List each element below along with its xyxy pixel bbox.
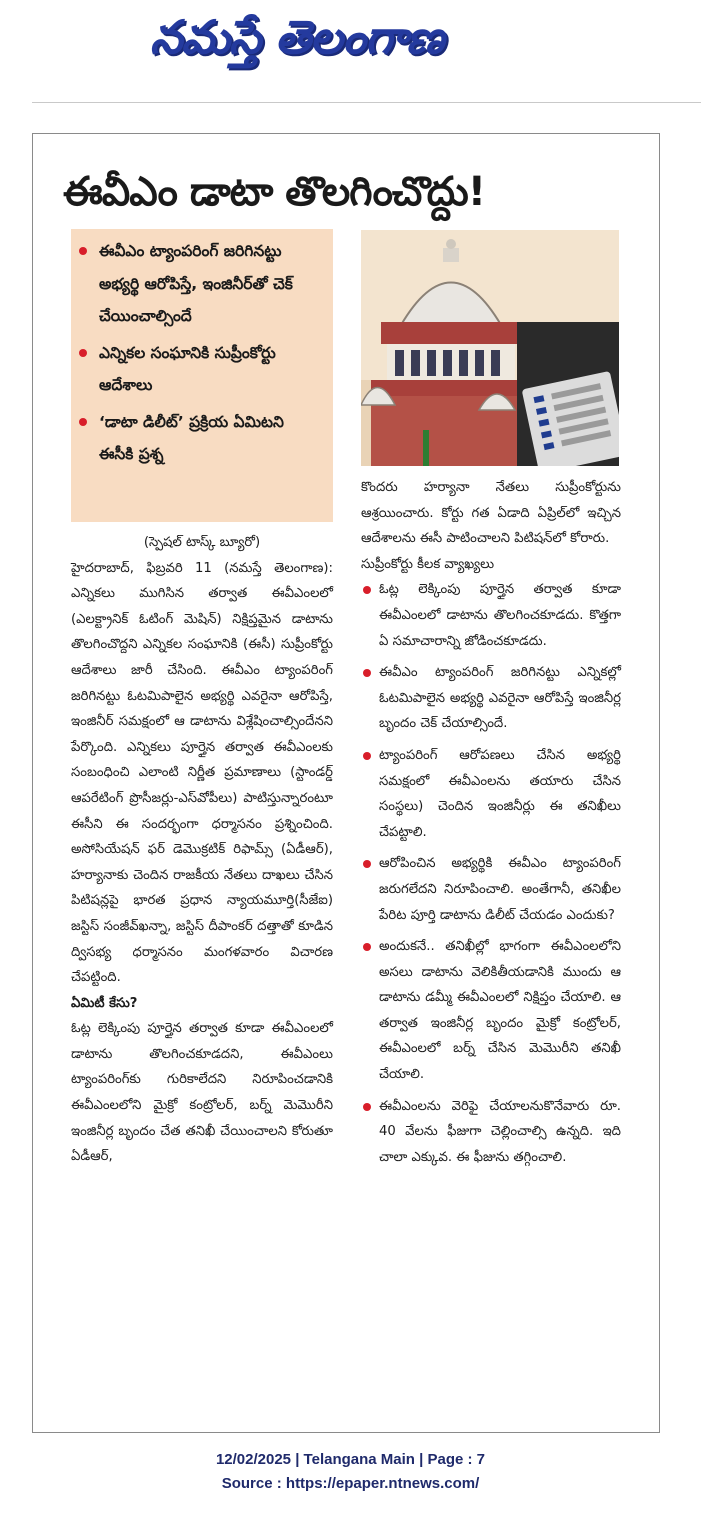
supreme-court-photo [361,230,619,466]
highlight-text: ఎన్నికల సంఘానికి సుప్రీంకోర్టు ఆదేశాలు [99,343,276,394]
body-paragraph: హైదరాబాద్, ఫిబ్రవరి 11 (నమస్తే తెలంగాణ): ఎన్నికలు ముగిసిన తర్వాత ఈవీఎంలలో (ఎలక్ట్రానిక్ ఓటింగ్ మెషిన్) నిక్షిప్తమైన డాటాను తొలగించొద్దని ఎన్నికల సంఘానికి (ఈసీ) సుప్రీంకోర్టు ఆదేశాలు జారీ చేసింది. ఈవీఎం ట్యాంపరింగ్ జరిగినట్టు ఓటమిపాలైన అభ్యర్థి ఎవరైనా ఆరోపిస్తే, ఇంజినీర్ సమక్షంలో ఆ డాటాను విశ్లేషించాల్సిందేనని పేర్కొంది. ఎన్నికలు పూర్తైన తర్వాత ఈవీఎంలకు సంబంధించి ఎలాంటి నిర్ణీత ప్రమాణాలు (స్టాండర్డ్ ఆపరేటింగ్ ప్రొసీజర్లు-ఎస్‌వోపీలు) పాటిస్తున్నారంటూ ఈసీని ఈ సందర్భంగా ధర్మాసనం ప్రశ్నించింది. అసోసియేషన్ ఫర్ డెమొక్రటిక్ రిఫామ్స్ (ఏడీఆర్), హర్యానాకు చెందిన రాజకీయ నేతలు దాఖలు చేసిన పిటిషన్లపై భారత ప్రధాన న్యాయమూర్తి(సీజేఐ) జస్టిస్ సంజీవ్‌ఖన్నా, జస్టిస్ దీపాంకర్ దత్తాతో కూడిన ద్విసభ్య ధర్మాసనం మంగళవారం విచారణ చేపట్టింది. [71,560,333,986]
page-footer [0,1448,701,1496]
article-body-right [361,475,621,1176]
remark-text: అందుకనే.. తనిఖీల్లో భాగంగా ఈవీఎంలలోని అసలు డాటాను వెలికితీయడానికి ముందు ఆ డాటాను డమ్మీ ఈవీఎంలలో నిక్షిప్తం చేయాలి. ఆ తర్వాత ఇంజినీర్ల బృందం మైక్రో కంట్రోలర్, ఈవీఎంలలో బర్న్ చేసిన మెమొరీని తనిఖీ చేయాలి. [379,939,621,1083]
body-paragraph: ఓట్ల లెక్కింపు పూర్తైన తర్వాత కూడా ఈవీఎంలలో డాటాను తొలగించకూడదని, ఈవీఎంలు ట్యాంపరింగ్‌కు గురికాలేదని నిరూపించడానికి ఈవీఎంలలోని మైక్రో కంట్రోలర్, బర్న్ మెమొరీని ఇంజినీర్ల బృందం చేత తనిఖీ చేయించాలని కోరుతూ ఏడీఆర్, [71,1021,333,1165]
article-clipping [32,133,660,1433]
bullet-icon [79,418,87,426]
remark-text: ఈవీఎం ట్యాంపరింగ్ జరిగినట్టు ఎన్నికల్లో ఓటమిపాలైన అభ్యర్థి ఎవరైనా ఆరోపిస్తే ఇంజినీర్ల బృందం చెక్ చేయాల్సిందే. [379,665,621,732]
article-body-left [71,530,333,1170]
highlight-item [79,235,323,333]
remark-item [361,577,621,654]
subhead-case: ఏమిటీ కేసు? [71,995,138,1011]
footer-edition-info: 12/02/2025 | Telangana Main | Page : 7 [215,1451,486,1468]
highlight-text: ‘డాటా డిలీట్’ ప్రక్రియ ఏమిటని ఈసీకి ప్రశ్న [99,412,284,463]
footer-source-link[interactable]: Source : https://epaper.ntnews.com/ [221,1475,480,1492]
remark-text: ఓట్ల లెక్కింపు పూర్తైన తర్వాత కూడా ఈవీఎంలలో డాటాను తొలగించకూడదు. కొత్తగా ఏ సమాచారాన్ని జోడించకూడదు. [379,582,621,649]
highlights-box [71,229,333,522]
newspaper-logo: నమస్తే తెలంగాణ [150,10,444,64]
remark-item [361,660,621,737]
remark-item [361,851,621,928]
remark-text: ఈవీఎంలను వెరిఫై చేయాలనుకొనేవారు రూ. 40 వేలను ఫీజుగా చెల్లించాల్సి ఉన్నది. ఇది చాలా ఎక్కువ. ఈ ఫీజును తగ్గించాలి. [379,1098,621,1165]
bullet-icon [363,1103,371,1111]
remark-item [361,743,621,845]
highlight-item [79,337,323,402]
bullet-icon [363,752,371,760]
bullet-icon [363,860,371,868]
highlight-item [79,406,323,471]
bullet-icon [79,349,87,357]
bullet-icon [363,669,371,677]
bullet-icon [79,247,87,255]
supreme-court-illustration [361,230,619,466]
byline: (స్పెషల్ టాస్క్ బ్యూరో) [143,535,261,550]
body-paragraph: కొందరు హర్యానా నేతలు సుప్రీంకోర్టును ఆశ్రయించారు. కోర్టు గత ఏడాది ఏప్రిల్‌లో ఇచ్చిన ఆదేశాలను ఈసీ పాటించాలని పిటిషన్‌లో కోరారు. [361,480,621,547]
masthead [0,0,701,88]
remark-item [361,1094,621,1171]
bullet-icon [363,943,371,951]
remark-text: ట్యాంపరింగ్ ఆరోపణలు చేసిన అభ్యర్థి సమక్షంలో ఈవీఎంలను తయారు చేసిన సంస్థలు) చెందిన ఇంజినీర్లు ఈ తనిఖీలు చేపట్టాలి. [379,747,621,840]
article-headline: ఈవీఎం డాటా తొలగించొద్దు! [63,169,486,215]
subhead-remarks: సుప్రీంకోర్టు కీలక వ్యాఖ్యలు [361,556,495,572]
bullet-icon [363,586,371,594]
remark-item [361,934,621,1088]
masthead-divider [32,102,701,103]
highlight-text: ఈవీఎం ట్యాంపరింగ్ జరిగినట్టు అభ్యర్థి ఆరోపిస్తే, ఇంజినీర్‌తో చెక్ చేయించాల్సిందే [99,242,293,325]
remark-text: ఆరోపించిన అభ్యర్థికి ఈవీఎం ట్యాంపరింగ్ జరుగలేదని నిరూపించాలి. అంతేగానీ, తనిఖీల పేరిట పూర్తి డాటాను డిలీట్ చేయడం ఎందుకు? [379,856,621,923]
